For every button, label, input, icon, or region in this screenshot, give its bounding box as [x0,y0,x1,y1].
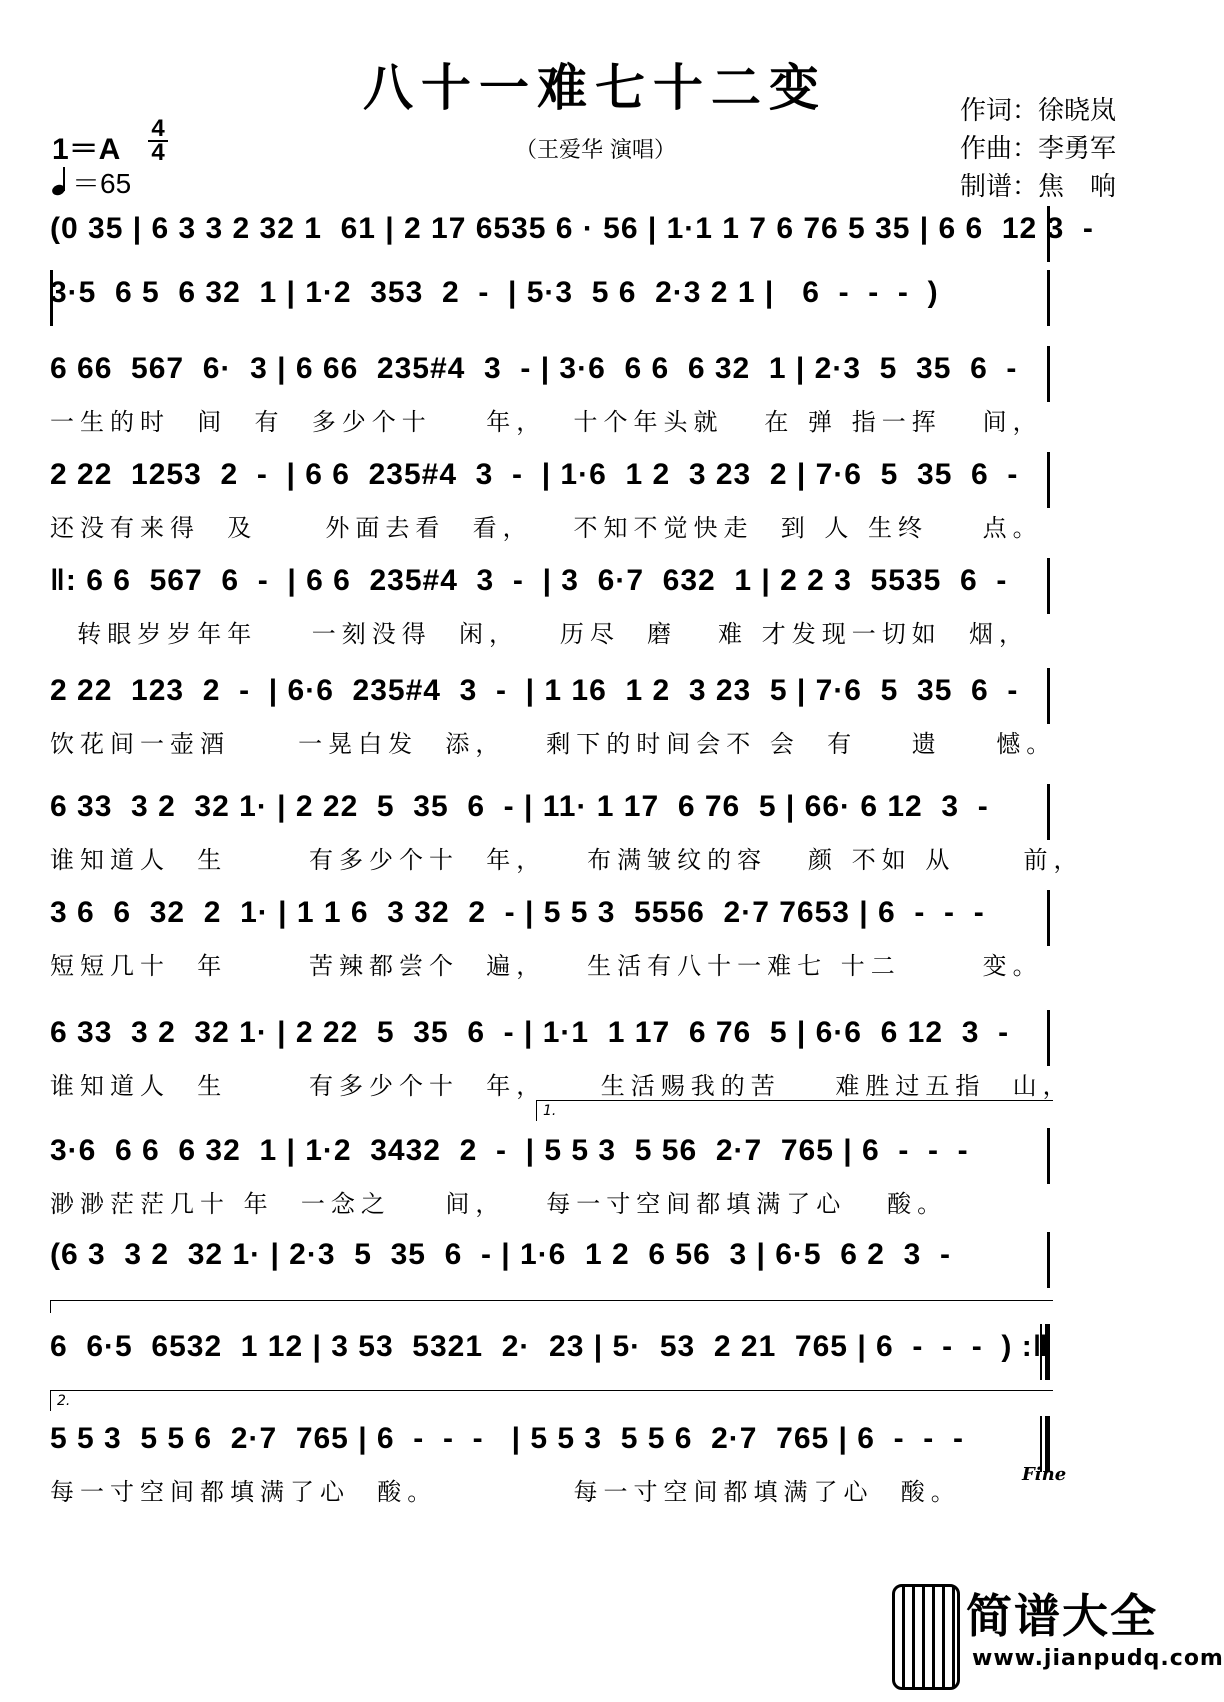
score-row [50,668,1057,768]
time-signature-bottom: 4 [148,140,168,164]
lyrics-line: 一生的时 间 有 多少个十 年， 十个年头就 在 弹 指一挥 间， [50,408,1043,436]
notes-line: ‖: 6 6 567 6 - | 6 6 235#4 3 - | 3 6·7 632 1 | 2 2 3 5535 6 - [50,564,1008,597]
lyricist-credit: 作词：徐晓岚 [960,96,1117,126]
lyrics-line: 每一寸空间都填满了心 酸。 每一寸空间都填满了心 酸。 [50,1478,961,1506]
score-row [50,1128,1050,1228]
notes-line: 3·6 6 6 6 32 1 | 1·2 3432 2 - | 5 5 3 5 56 2·7 765 | 6 - - - [50,1134,969,1167]
key-signature: 1＝A [52,133,121,166]
score-row [50,558,1050,658]
tempo-value: ＝65 [72,168,132,199]
quarter-note-icon [52,167,68,197]
notes-line: (0 35 | 6 3 3 2 32 1 61 | 2 17 6535 6 · 56 | 1·1 1 7 6 76 5 35 | 6 6 12 3 - [50,212,1094,245]
score-row [50,784,1084,884]
lyrics-line: 渺渺茫茫几十 年 一念之 间， 每一寸空间都填满了心 酸。 [50,1190,948,1218]
score-row [50,1010,1073,1110]
score-row [50,452,1050,552]
credits-block [960,92,1116,206]
volta-first-ending: 1. [536,1100,1053,1121]
lyrics-line: 转眼岁岁年年 一刻没得 闲， 历尽 磨 难 才发现一切如 烟， [50,620,1029,648]
lyrics-line: 谁知道人 生 有多少个十 年， 生活赐我的苦 难胜过五指 山， [50,1072,1073,1100]
lyrics-line: 还没有来得 及 外面去看 看， 不知不觉快走 到 人 生终 点。 [50,514,1043,542]
song-title: 八十一难七十二变 [363,58,827,117]
arranger-credit: 制谱：焦 响 [960,172,1117,202]
fine-marking: Fine [1022,1464,1067,1485]
score-row [50,890,1050,990]
lyrics-line: 谁知道人 生 有多少个十 年， 布满皱纹的容 颜 不如 从 前， [50,846,1084,874]
score-row [50,1232,1050,1332]
performer-credit: （王爱华 演唱） [515,138,676,163]
watermark-url: www.jianpudq.com [972,1646,1224,1671]
lyrics-line: 饮花间一壶酒 一晃白发 添， 剩下的时间会不 会 有 遗 憾。 [50,730,1057,758]
volta-bracket-continuation [50,1300,1053,1313]
notes-line: 2 22 123 2 - | 6·6 235#4 3 - | 1 16 1 2 3 23 5 | 7·6 5 35 6 - [50,674,1019,707]
notes-line: 6 66 567 6· 3 | 6 66 235#4 3 - | 3·6 6 6 6 32 1 | 2·3 5 35 6 - [50,352,1018,385]
score-row [50,346,1050,446]
lyrics-line: 短短几十 年 苦辣都尝个 遍， 生活有八十一难七 十二 变。 [50,952,1043,980]
notes-line: 3·5 6 5 6 32 1 | 1·2 353 2 - | 5·3 5 6 2·3 2 1 | 6 - - - ) [50,276,939,309]
tempo-marking [52,162,131,202]
notes-line: 3 6 6 32 2 1· | 1 1 6 3 32 2 - | 5 5 3 5556 2·7 7653 | 6 - - - [50,896,985,929]
time-signature [148,115,168,166]
notes-line: 6 6·5 6532 1 12 | 3 53 5321 2· 23 | 5· 53 2 21 765 | 6 - - - ) :‖ [50,1330,1049,1363]
watermark-brand: 简谱大全 [966,1589,1158,1643]
volta-second-ending: 2. [50,1390,1053,1411]
score-row [50,1416,1050,1516]
time-signature-top: 4 [151,115,165,142]
watermark-logo [892,1582,1224,1692]
notes-line: 6 33 3 2 32 1· | 2 22 5 35 6 - | 1·1 1 17 6 76 5 | 6·6 6 12 3 - [50,1016,1010,1049]
composer-credit: 作曲：李勇军 [960,134,1117,164]
notes-line: 2 22 1253 2 - | 6 6 235#4 3 - | 1·6 1 2 3 23 2 | 7·6 5 35 6 - [50,458,1019,491]
notes-line: 6 33 3 2 32 1· | 2 22 5 35 6 - | 11· 1 17 6 76 5 | 66· 6 12 3 - [50,790,989,823]
notes-line: (6 3 3 2 32 1· | 2·3 5 35 6 - | 1·6 1 2 6 56 3 | 6·5 6 2 3 - [50,1238,951,1271]
piano-keys-icon [892,1584,960,1690]
notes-line: 5 5 3 5 5 6 2·7 765 | 6 - - - | 5 5 3 5 5 6 2·7 765 | 6 - - - [50,1422,964,1455]
